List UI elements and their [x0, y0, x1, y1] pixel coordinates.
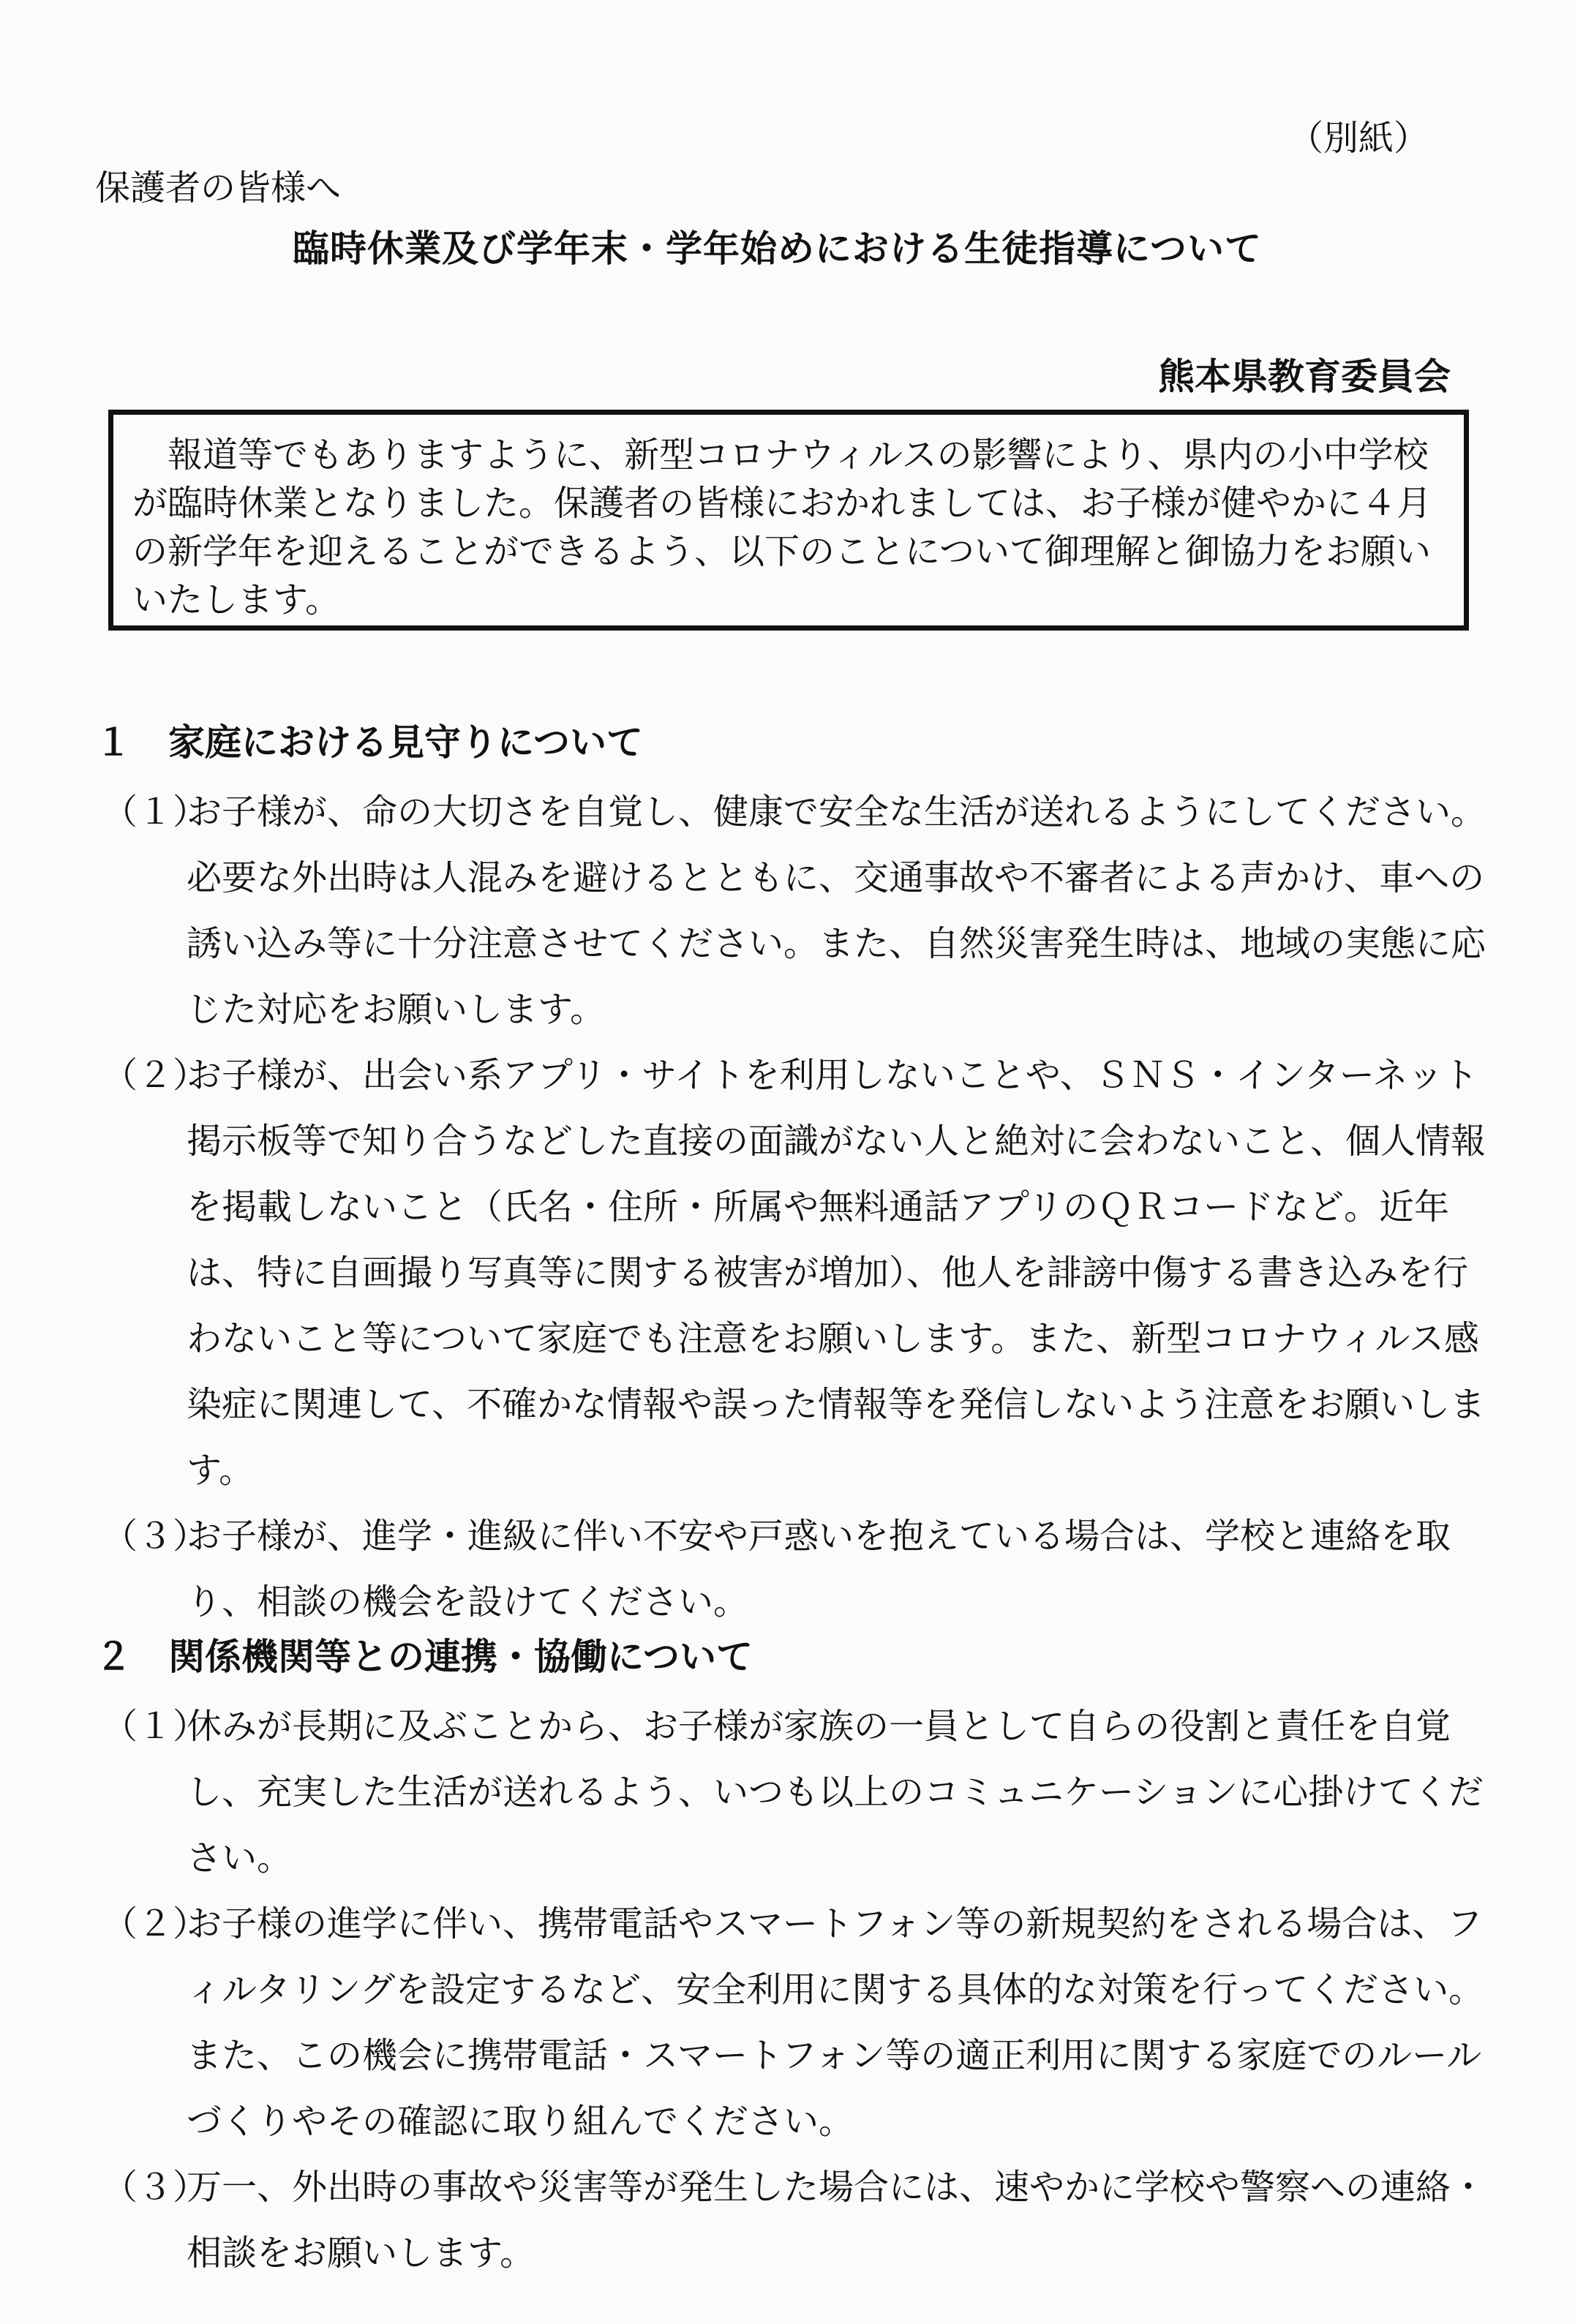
list-item	[0, 1042, 1575, 1503]
section-number: ２	[95, 1636, 132, 1678]
list-item	[0, 779, 1575, 1042]
item-number: （３）	[102, 2167, 208, 2208]
item-number: （１）	[102, 791, 208, 832]
item-number: （３）	[102, 1516, 208, 1557]
list-item	[0, 1503, 1575, 1635]
item-text: お子様が、命の大切さを自覚し、健康で安全な生活が送れるようにしてください。必要な外出時は人混みを避けるとともに、交通事故や不審者による声かけ、車への誘い込み等に十分注意させてください。また、自然災害発生時は、地域の実態に応じた対応をお願いします。	[187, 791, 1486, 1030]
list-item	[0, 1693, 1575, 1891]
document-title: 臨時休業及び学年末・学年始めにおける生徒指導について	[293, 227, 1262, 270]
section-heading	[0, 1628, 1575, 1680]
item-number: （２）	[102, 1055, 208, 1096]
section-heading	[0, 713, 1575, 766]
item-number: （１）	[102, 1706, 208, 1747]
item-text: 休みが長期に及ぶことから、お子様が家族の一員として自らの役割と責任を自覚し、充実した生活が送れるよう、いつも以上のコミュニケーションに心掛けてください。	[187, 1706, 1484, 1879]
salutation: 保護者の皆様へ	[95, 168, 342, 208]
item-text: お子様が、進学・進級に伴い不安や戸惑いを抱えている場合は、学校と連絡を取り、相談の機会を設けてください。	[187, 1516, 1451, 1622]
item-text: お子様の進学に伴い、携帯電話やスマートフォン等の新規契約をされる場合は、フィルタリングを設定するなど、安全利用に関する具体的な対策を行ってください。また、この機会に携帯電話・スマートフォン等の適正利用に関する家庭でのルールづくりやその確認に取り組んでください。	[187, 1903, 1484, 2142]
section-number: １	[95, 721, 132, 764]
item-number: （２）	[102, 1903, 208, 1944]
list-item	[0, 1891, 1575, 2154]
section-title: 関係機関等との連携・協働について	[168, 1636, 753, 1678]
issuer: 熊本県教育委員会	[1158, 356, 1451, 398]
notice-box	[108, 410, 1469, 631]
annex-label: （別紙）	[1288, 118, 1429, 159]
notice-text: 報道等でもありますように、新型コロナウィルスの影響により、県内の小中学校が臨時休業となりました。保護者の皆様におかれましては、お子様が健やかに４月の新学年を迎えることができるよう、以下のことについて御理解と御協力をお願いいたします。	[132, 435, 1432, 620]
section-agency-cooperation	[0, 1628, 1575, 2286]
item-text: お子様が、出会い系アプリ・サイトを利用しないことや、ＳＮＳ・インターネット掲示板等で知り合うなどした直接の面識がない人と絶対に会わないこと、個人情報を掲載しないこと（氏名・住所・所属や無料通話アプリのＱＲコードなど。近年は、特に自画撮り写真等に関する被害が増加）、他人を誹謗中傷する書き込みを行わないこと等について家庭でも注意をお願いします。また、新型コロナウィルス感染症に関連して、不確かな情報や誤った情報等を発信しないよう注意をお願いします。	[187, 1055, 1486, 1491]
item-text: 万一、外出時の事故や災害等が発生した場合には、速やかに学校や警察への連絡・相談をお願いします。	[187, 2167, 1486, 2274]
section-title: 家庭における見守りについて	[168, 721, 643, 764]
list-item	[0, 2154, 1575, 2286]
section-home-supervision	[0, 713, 1575, 1635]
